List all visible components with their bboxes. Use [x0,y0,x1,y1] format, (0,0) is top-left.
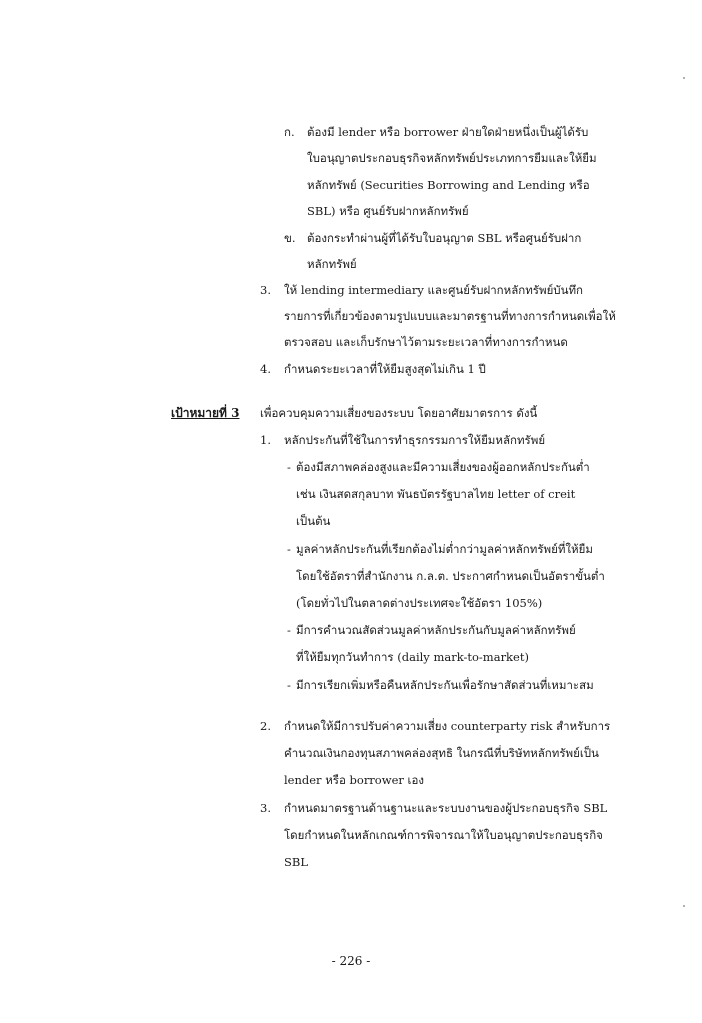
item-4-line: กำหนดระยะเวลาที่ให้ยืมสูงสุดไม่เกิน 1 ปี [284,362,486,376]
item-3-line: ตรวจสอบ และเก็บรักษาไว้ตามระยะเวลาที่ทางการกำหนด [284,335,568,349]
bullet-b-line: มูลค่าหลักประกันที่เรียกต้องไม่ต่ำกว่ามูลค่าหลักทรัพย์ที่ให้ยืม [296,542,593,556]
item-4-marker: 4. [260,362,271,376]
scan-speck [683,77,685,79]
item-ko-marker: ก. [284,125,295,139]
item-kho-line: หลักทรัพย์ [307,257,357,271]
item-ko-line: SBL) หรือ ศูนย์รับฝากหลักทรัพย์ [307,204,469,218]
item-3-marker: 3. [260,283,271,297]
goal-3-item-2-marker: 2. [260,719,271,733]
goal-3-item-3-marker: 3. [260,801,271,815]
bullet-c-line: มีการคำนวณสัดส่วนมูลค่าหลักประกันกับมูลค่าหลักทรัพย์ [296,623,576,637]
item-3-line: ให้ lending intermediary และศูนย์รับฝากหลักทรัพย์บันทึก [284,283,584,297]
goal-3-item-1-marker: 1. [260,433,271,447]
goal-3-item-3-line: โดยกำหนดในหลักเกณฑ์การพิจารณาให้ใบอนุญาตประกอบธุรกิจ [284,828,603,842]
goal-3-item-2-line: คำนวณเงินกองทุนสภาพคล่องสุทธิ ในกรณีที่บริษัทหลักทรัพย์เป็น [284,746,599,760]
scan-speck [683,905,685,907]
item-ko-line: ใบอนุญาตประกอบธุรกิจหลักทรัพย์ประเภทการยืมและให้ยืม [307,151,597,165]
bullet-d-line: มีการเรียกเพิ่มหรือคืนหลักประกันเพื่อรักษาสัดส่วนที่เหมาะสม [296,678,594,692]
page-number: - 226 - [331,954,371,968]
goal-3-item-3-line: กำหนดมาตรฐานด้านฐานะและระบบงานของผู้ประกอบธุรกิจ SBL [284,801,608,815]
item-kho-marker: ข. [284,231,296,245]
goal-3-item-2-line: lender หรือ borrower เอง [284,773,424,787]
item-ko-line: ต้องมี lender หรือ borrower ฝ่ายใดฝ่ายหนึ่งเป็นผู้ได้รับ [307,125,589,139]
item-3-line: รายการที่เกี่ยวข้องตามรูปแบบและมาตรฐานที่ทางการกำหนดเพื่อให้ [284,309,616,323]
item-ko-line: หลักทรัพย์ (Securities Borrowing and Lending หรือ [307,178,590,192]
bullet-c-line: ที่ให้ยืมทุกวันทำการ (daily mark-to-market) [296,650,529,664]
bullet-c-marker: - [287,623,291,637]
goal-3-item-2-line: กำหนดให้มีการปรับค่าความเสี่ยง counterparty risk สำหรับการ [284,719,611,733]
goal-3-intro: เพื่อควบคุมความเสี่ยงของระบบ โดยอาศัยมาตรการ ดังนี้ [260,406,538,420]
bullet-d-marker: - [287,678,291,692]
item-kho-line: ต้องกระทำผ่านผู้ที่ได้รับใบอนุญาต SBL หรือศูนย์รับฝาก [307,231,582,245]
goal-3-item-1-line: หลักประกันที่ใช้ในการทำธุรกรรมการให้ยืมหลักทรัพย์ [284,433,546,447]
goal-3-label: เป้าหมายที่ 3 [171,406,240,420]
bullet-a-line: เป็นต้น [296,514,331,528]
bullet-b-marker: - [287,542,291,556]
bullet-b-line: (โดยทั่วไปในตลาดต่างประเทศจะใช้อัตรา 105%) [296,596,543,610]
bullet-a-line: เช่น เงินสดสกุลบาท พันธบัตรรัฐบาลไทย letter of creit [296,487,576,501]
bullet-a-marker: - [287,460,291,474]
bullet-a-line: ต้องมีสภาพคล่องสูงและมีความเสี่ยงของผู้ออกหลักประกันต่ำ [296,460,590,474]
goal-3-item-3-line: SBL [284,855,308,869]
bullet-b-line: โดยใช้อัตราที่สำนักงาน ก.ล.ต. ประกาศกำหนดเป็นอัตราขั้นต่ำ [296,569,605,583]
